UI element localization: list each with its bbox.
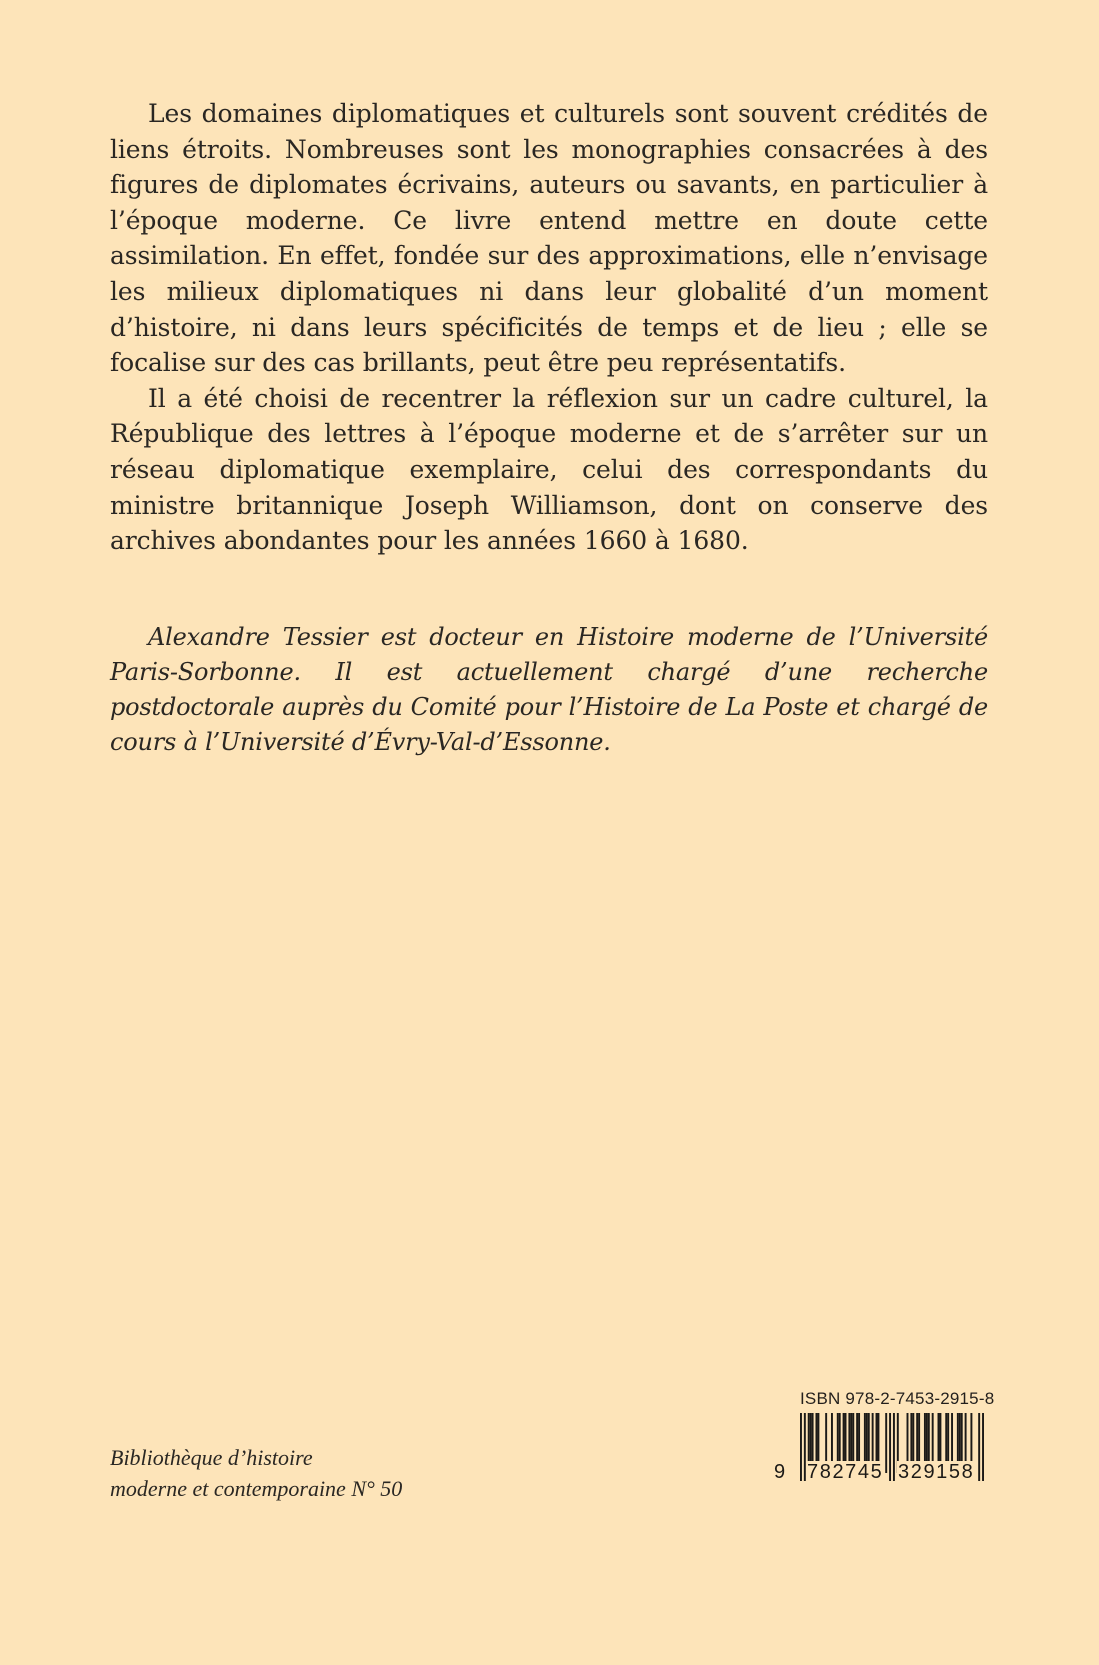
blurb-text xyxy=(110,96,988,559)
barcode-bar xyxy=(893,1413,895,1481)
isbn-barcode xyxy=(772,1389,994,1494)
blurb-paragraph-1: Les domaines diplomatiques et culturels sont souvent crédités de liens étroits. Nombreuses sont les monographies consacrées à des figures de diplomates écrivains, auteurs ou savants, en particulier à l’époque moderne. Ce livre entend mettre en doute cette assimilation. En effet, fondée sur des approximations, elle n’envisage les milieux diplomatiques ni dans leur globalité d’un moment d’histoire, ni dans leurs spécificités de temps et de lieu ; elle se focalise sur des cas brillants, peut être peu représentatifs. xyxy=(110,99,988,378)
barcode-digits-right: 329158 xyxy=(898,1461,975,1483)
barcode-digit-lead: 9 xyxy=(774,1461,786,1483)
barcode-bar xyxy=(978,1413,980,1481)
series-title-line-1: Bibliothèque d’histoire xyxy=(110,1445,313,1470)
series-title xyxy=(110,1442,530,1504)
barcode-digits-left: 782745 xyxy=(807,1461,884,1483)
barcode-bar xyxy=(885,1413,887,1473)
barcode-bar xyxy=(982,1413,984,1481)
series-title-line-2: moderne et contemporaine N° 50 xyxy=(110,1476,403,1501)
author-bio: Alexandre Tessier est docteur en Histoire moderne de l’Université Paris-Sorbonne. Il est actuellement chargé d’une recherche postdoctorale auprès du Comité pour l’Histoire de La Poste et chargé de cours à l’Université d’Évry-Val-d’Essonne. xyxy=(110,623,988,756)
barcode-bar xyxy=(800,1413,802,1481)
isbn-label: ISBN 978-2-7453-2915-8 xyxy=(800,1389,995,1408)
blurb-paragraph-2: Il a été choisi de recentrer la réflexion sur un cadre culturel, la République des lettres à l’époque moderne et de s’arrêter sur un réseau diplomatique exemplaire, celui des correspondants du ministre britannique Joseph Williamson, dont on conserve des archives abondantes pour les années 1660 à 1680. xyxy=(110,383,988,556)
barcode-bar xyxy=(889,1413,891,1481)
